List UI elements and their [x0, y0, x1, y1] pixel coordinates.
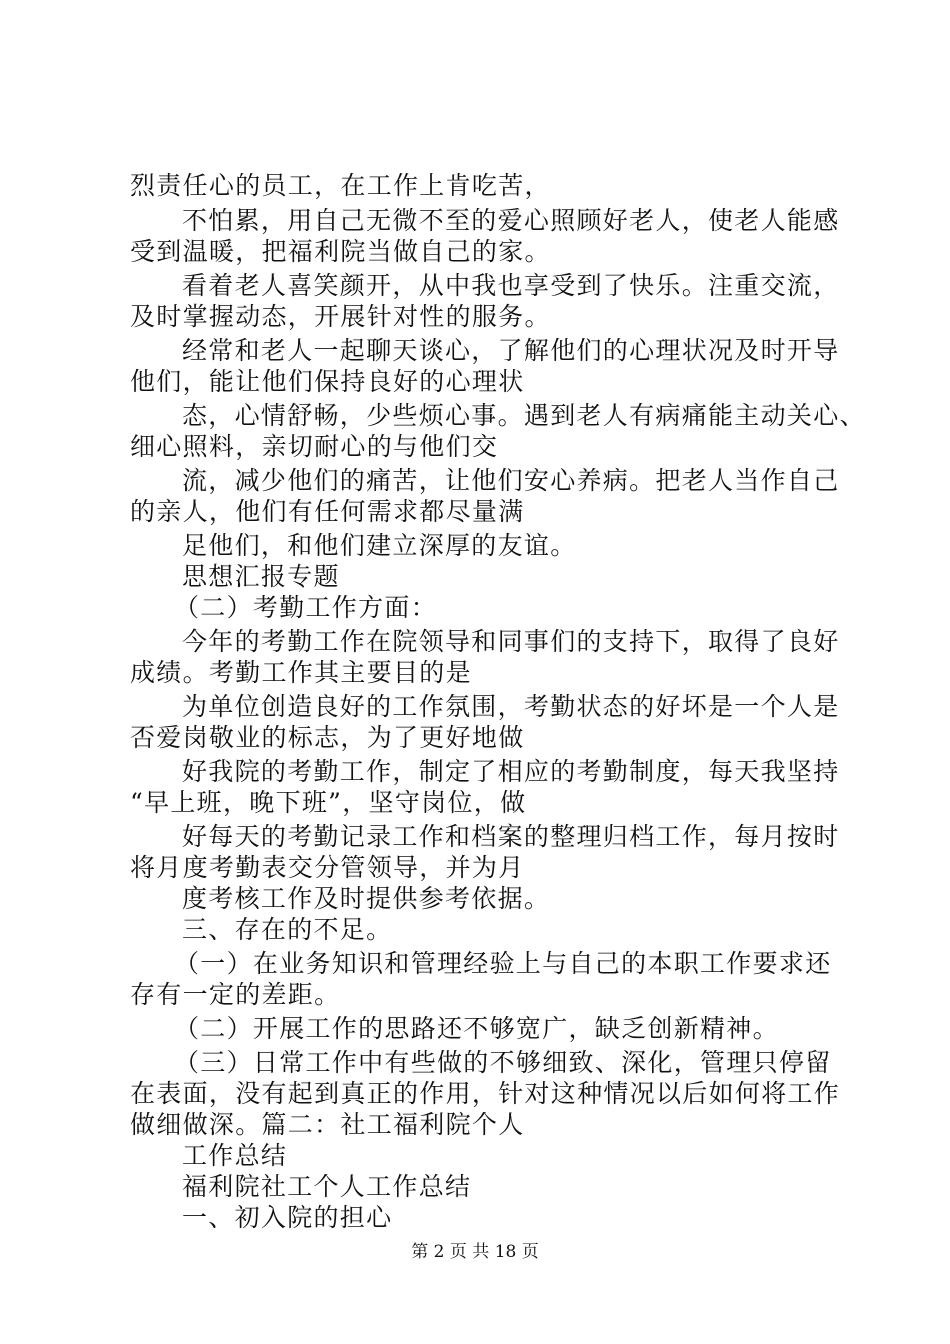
section-heading: （二）考勤工作方面：: [174, 593, 438, 622]
section-heading: 工作总结: [182, 1141, 288, 1170]
text-line: 经常和老人一起聊天谈心，了解他们的心理状况及时开导: [182, 336, 840, 365]
text-line: 为单位创造良好的工作氛围，考勤状态的好坏是一个人是: [182, 692, 840, 721]
text-line: 烈责任心的员工，在工作上肯吃苦，: [130, 171, 551, 200]
text-line: 细心照料，亲切耐心的与他们交: [130, 432, 499, 461]
text-line: 受到温暖，把福利院当做自己的家。: [130, 237, 551, 266]
text-line: 度考核工作及时提供参考依据。: [182, 884, 551, 913]
text-line: 的亲人，他们有任何需求都尽量满: [130, 497, 525, 526]
text-line: 足他们，和他们建立深厚的友谊。: [182, 531, 577, 560]
text-line: 态，心情舒畅，少些烦心事。遇到老人有病痛能主动关心、: [182, 401, 866, 430]
text-line: 在表面，没有起到真正的作用，针对这种情况以后如何将工作: [130, 1079, 841, 1108]
section-heading: 一、初入院的担心: [182, 1203, 393, 1232]
text-line: 他们，能让他们保持良好的心理状: [130, 367, 525, 396]
text-line: 及时掌握动态，开展针对性的服务。: [130, 302, 551, 331]
text-line: 成绩。考勤工作其主要目的是: [130, 658, 472, 687]
text-line: （一）在业务知识和管理经验上与自己的本职工作要求还: [174, 949, 832, 978]
text-line: 不怕累，用自己无微不至的爱心照顾好老人，使老人能感: [182, 206, 840, 235]
text-line: 存有一定的差距。: [130, 980, 341, 1009]
text-line: 流，减少他们的痛苦，让他们安心养病。把老人当作自己: [182, 466, 840, 495]
text-line: 否爱岗敬业的标志，为了更好地做: [130, 723, 525, 752]
text-line: 今年的考勤工作在院领导和同事们的支持下，取得了良好: [182, 627, 840, 656]
section-heading: 福利院社工个人工作总结: [182, 1172, 472, 1201]
section-heading: 思想汇报专题: [182, 562, 340, 591]
text-line: 看着老人喜笑颜开，从中我也享受到了快乐。注重交流，: [182, 271, 840, 300]
text-line: 将月度考勤表交分管领导，并为月: [130, 853, 525, 882]
text-line: 好我院的考勤工作，制定了相应的考勤制度，每天我坚持: [182, 757, 840, 786]
text-line: 好每天的考勤记录工作和档案的整理归档工作，每月按时: [182, 822, 840, 851]
text-line: 做细做深。篇二：社工福利院个人: [130, 1110, 525, 1139]
text-line: “早上班，晚下班”，坚守岗位，做: [130, 788, 527, 817]
text-line: （二）开展工作的思路还不够宽广，缺乏创新精神。: [174, 1014, 779, 1043]
page-number-footer: 第 2 页 共 18 页: [411, 1242, 539, 1262]
text-line: （三）日常工作中有些做的不够细致、深化，管理只停留: [174, 1048, 832, 1077]
section-heading: 三、存在的不足。: [182, 915, 393, 944]
